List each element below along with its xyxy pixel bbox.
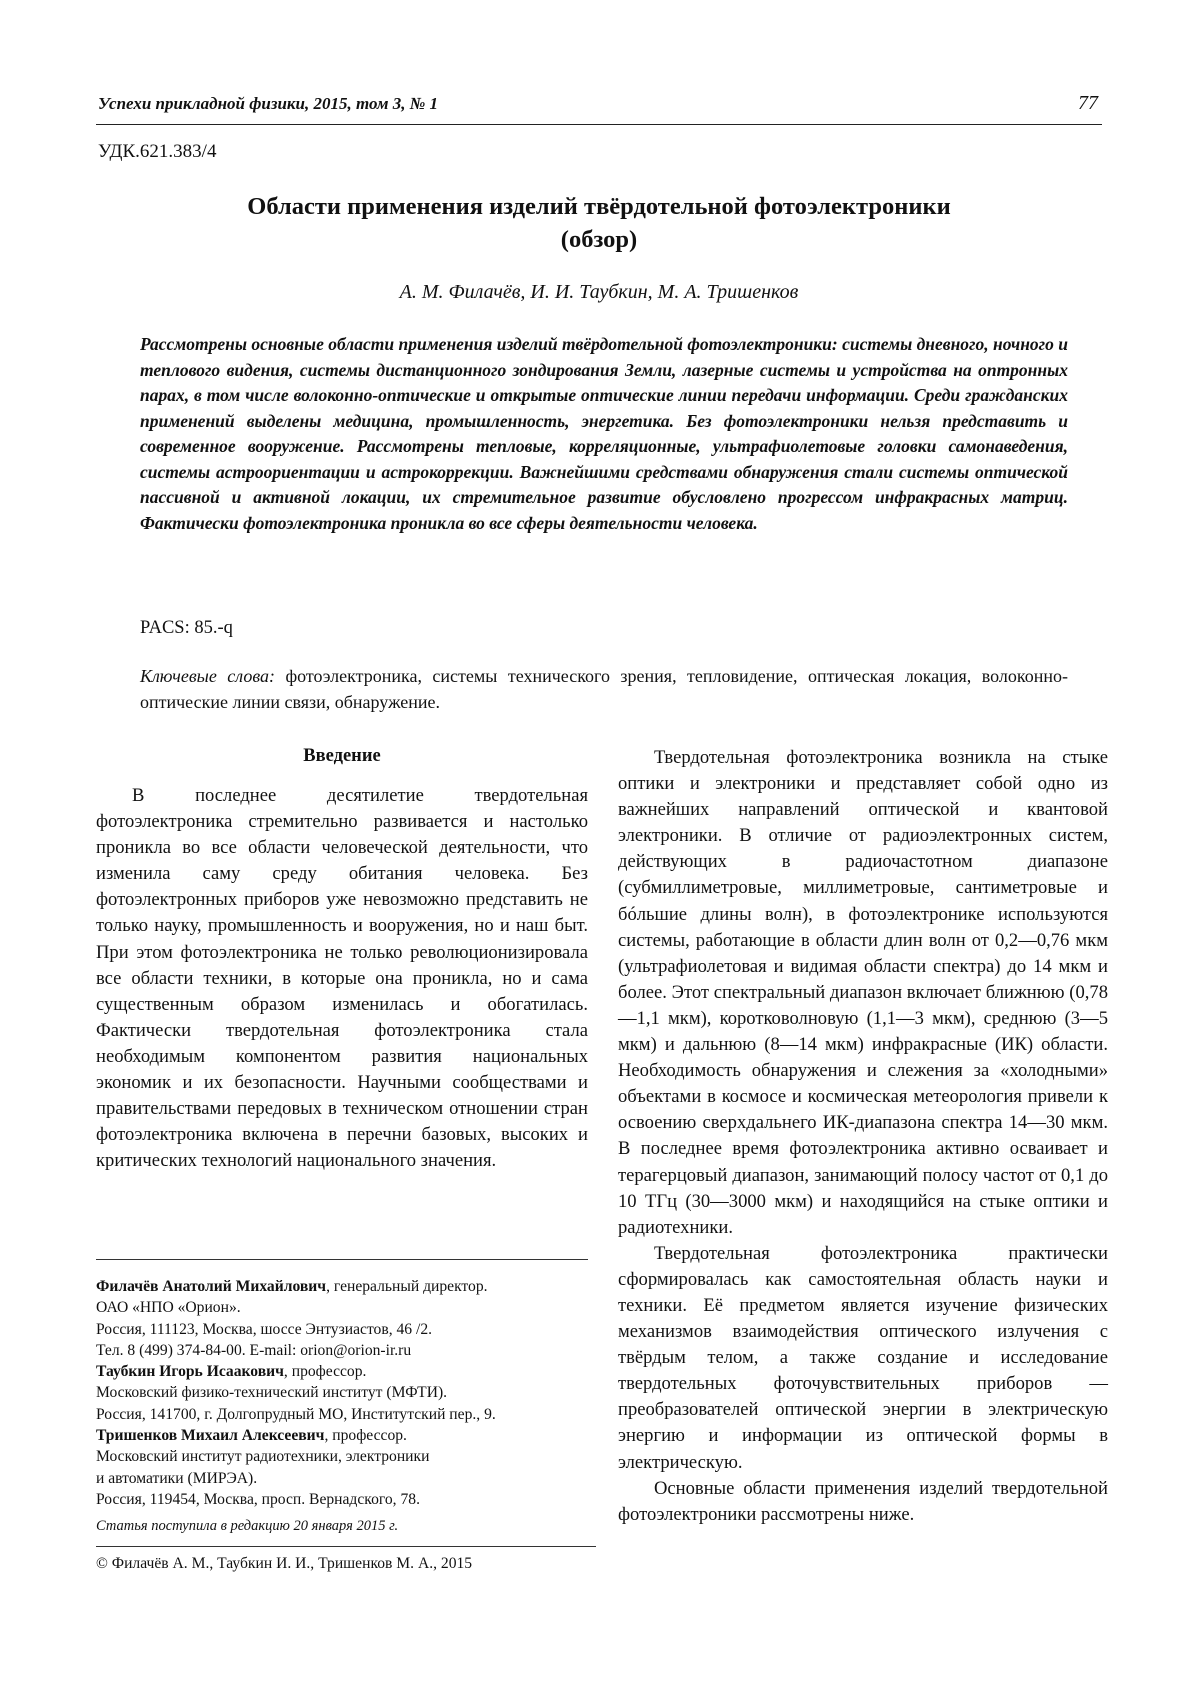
author3-line <box>96 1425 596 1446</box>
author1-name: Филачёв Анатолий Михайлович <box>96 1278 327 1295</box>
abstract: Рассмотрены основные области применения изделий твёрдотельной фотоэлектроники: системы дневного, ночного и теплового видения, системы дистанционного зондирования Земли, лазерные системы и устройства на оптронных парах, в том числе волоконно-оптические и открытые оптические линии передачи информации. Среди гражданских применений выделены медицина, промышленность, энергетика. Без фотоэлектроники нельзя представить и современное вооружение. Рассмотрены тепловые, корреляционные, ультрафиолетовые головки самонаведения, системы астроориентации и астрокоррекции. Важнейшими средствами обнаружения стали системы оптической пассивной и активной локации, их стремительное развитие обусловлено прогрессом инфракрасных матриц. Фактически фотоэлектроника проникла во все сферы деятельности человека. <box>140 334 1068 533</box>
pacs-code: PACS: 85.-q <box>140 618 233 638</box>
left-column <box>96 745 588 1174</box>
author3-org-2: и автоматики (МИРЭА). <box>96 1469 258 1487</box>
author3-role: , профессор. <box>324 1427 407 1445</box>
author2-line <box>96 1361 596 1382</box>
section-heading-intro: Введение <box>303 746 381 766</box>
author2-name: Таубкин Игорь Исаакович <box>96 1363 284 1381</box>
body-paragraph-1: Твердотельная фотоэлектроника возникла на стыке оптики и электроники и представляет собой одно из важнейших направлений оптической и квантовой электроники. В отличие от радиоэлектронных систем, действующих в радиочастотном диапазоне (субмиллиметровые, миллиметровые, сантиметровые и бóльшие длины волн), в фотоэлектронике используются системы, работающие в области длин волн от 0,2—0,76 мкм (ультрафиолетовая и видимая области спектра) до 14 мкм и более. Этот спектральный диапазон включает ближнюю (0,78—1,1 мкм), коротковолновую (1,1—3 мкм), среднюю (3—5 мкм) и дальнюю (8—14 мкм) инфракрасные (ИК) области. Необходимость обнаружения и слежения за «холодными» объектами в космосе и космическая метеорология привели к освоению сверхдальнего ИК-диапазона спектра 14—30 мкм. В последнее время фотоэлектроника активно осваивает и терагерцовый диапазон, занимающий полосу частот от 0,1 до 10 ТГц (30—3000 мкм) и находящийся на стыке оптики и радиотехники. <box>618 747 1108 1238</box>
keywords-text: фотоэлектроника, системы технического зрения, тепловидение, оптическая локация, волоконно-оптические линии связи, обнаружение. <box>140 666 1068 712</box>
author1-contact: Тел. 8 (499) 374-84-00. E-mail: orion@orion-ir.ru <box>96 1341 412 1359</box>
keywords-label: Ключевые слова: <box>140 666 276 686</box>
journal-citation: Успехи прикладной физики, 2015, том 3, № 1 <box>98 94 439 113</box>
body-paragraph-3: Основные области применения изделий твердотельной фотоэлектроники рассмотрены ниже. <box>618 1477 1108 1525</box>
author3-address: Россия, 119454, Москва, просп. Вернадского, 78. <box>96 1490 420 1508</box>
article-title-line: Области применения изделий твёрдотельной фотоэлектроники <box>247 193 951 220</box>
author2-role: , профессор. <box>283 1363 367 1381</box>
right-column <box>618 745 1108 1528</box>
author3-name: Тришенков Михаил Алексеевич <box>96 1427 325 1445</box>
author2-address: Россия, 141700, г. Долгопрудный МО, Институтский пер., 9. <box>96 1405 496 1423</box>
author1-line <box>96 1276 596 1297</box>
author-footnotes <box>96 1276 596 1574</box>
article-title-subtitle: (обзор) <box>560 226 638 253</box>
author1-role: , генеральный директор. <box>326 1278 488 1295</box>
authors-line: А. М. Филачёв, И. И. Таубкин, М. А. Тришенков <box>399 281 799 303</box>
author2-org: Московский физико-технический институт (МФТИ). <box>96 1384 448 1402</box>
author1-org: ОАО «НПО «Орион». <box>96 1299 241 1317</box>
intro-paragraph: В последнее десятилетие твердотельная фотоэлектроника стремительно развивается и настолько проникла во все области человеческой деятельности, что изменила саму среду обитания человека. Без фотоэлектронных приборов уже невозможно представить не только науку, промышленность и вооружения, но и наш быт. При этом фотоэлектроника не только революционизировала все области техники, в которые она проникла, но и сама существенным образом изменилась и обогатилась. Фактически твердотельная фотоэлектроника стала необходимым компонентом развития национальных экономик и их безопасности. Научными сообществами и правительствами передовых в техническом отношении стран фотоэлектроника включена в перечни базовых, высоких и критических технологий национального значения. <box>96 785 588 1172</box>
keywords <box>140 664 1068 715</box>
article-title <box>96 190 1102 256</box>
author1-address: Россия, 111123, Москва, шоссе Энтузиастов, 46 /2. <box>96 1320 433 1338</box>
udc-code: УДК.621.383/4 <box>98 141 217 162</box>
body-paragraph-2: Твердотельная фотоэлектроника практически сформировалась как самостоятельная область науки и техники. Её предметом является изучение физических механизмов взаимодействия оптического излучения с твёрдым телом, а также создание и исследование твердотельных фоточувствительных приборов — преобразователей оптической энергии в электрическую энергию и информации из оптической формы в электрическую. <box>618 1242 1108 1473</box>
footnote-separator <box>96 1259 588 1260</box>
copyright-notice: © Филачёв А. М., Таубкин И. И., Тришенков М. А., 2015 <box>96 1546 596 1574</box>
running-header <box>96 90 1102 125</box>
author3-org-1: Московский институт радиотехники, электроники <box>96 1448 430 1466</box>
page-number: 77 <box>1078 92 1098 114</box>
received-date: Статья поступила в редакцию 20 января 2015 г. <box>96 1518 399 1535</box>
